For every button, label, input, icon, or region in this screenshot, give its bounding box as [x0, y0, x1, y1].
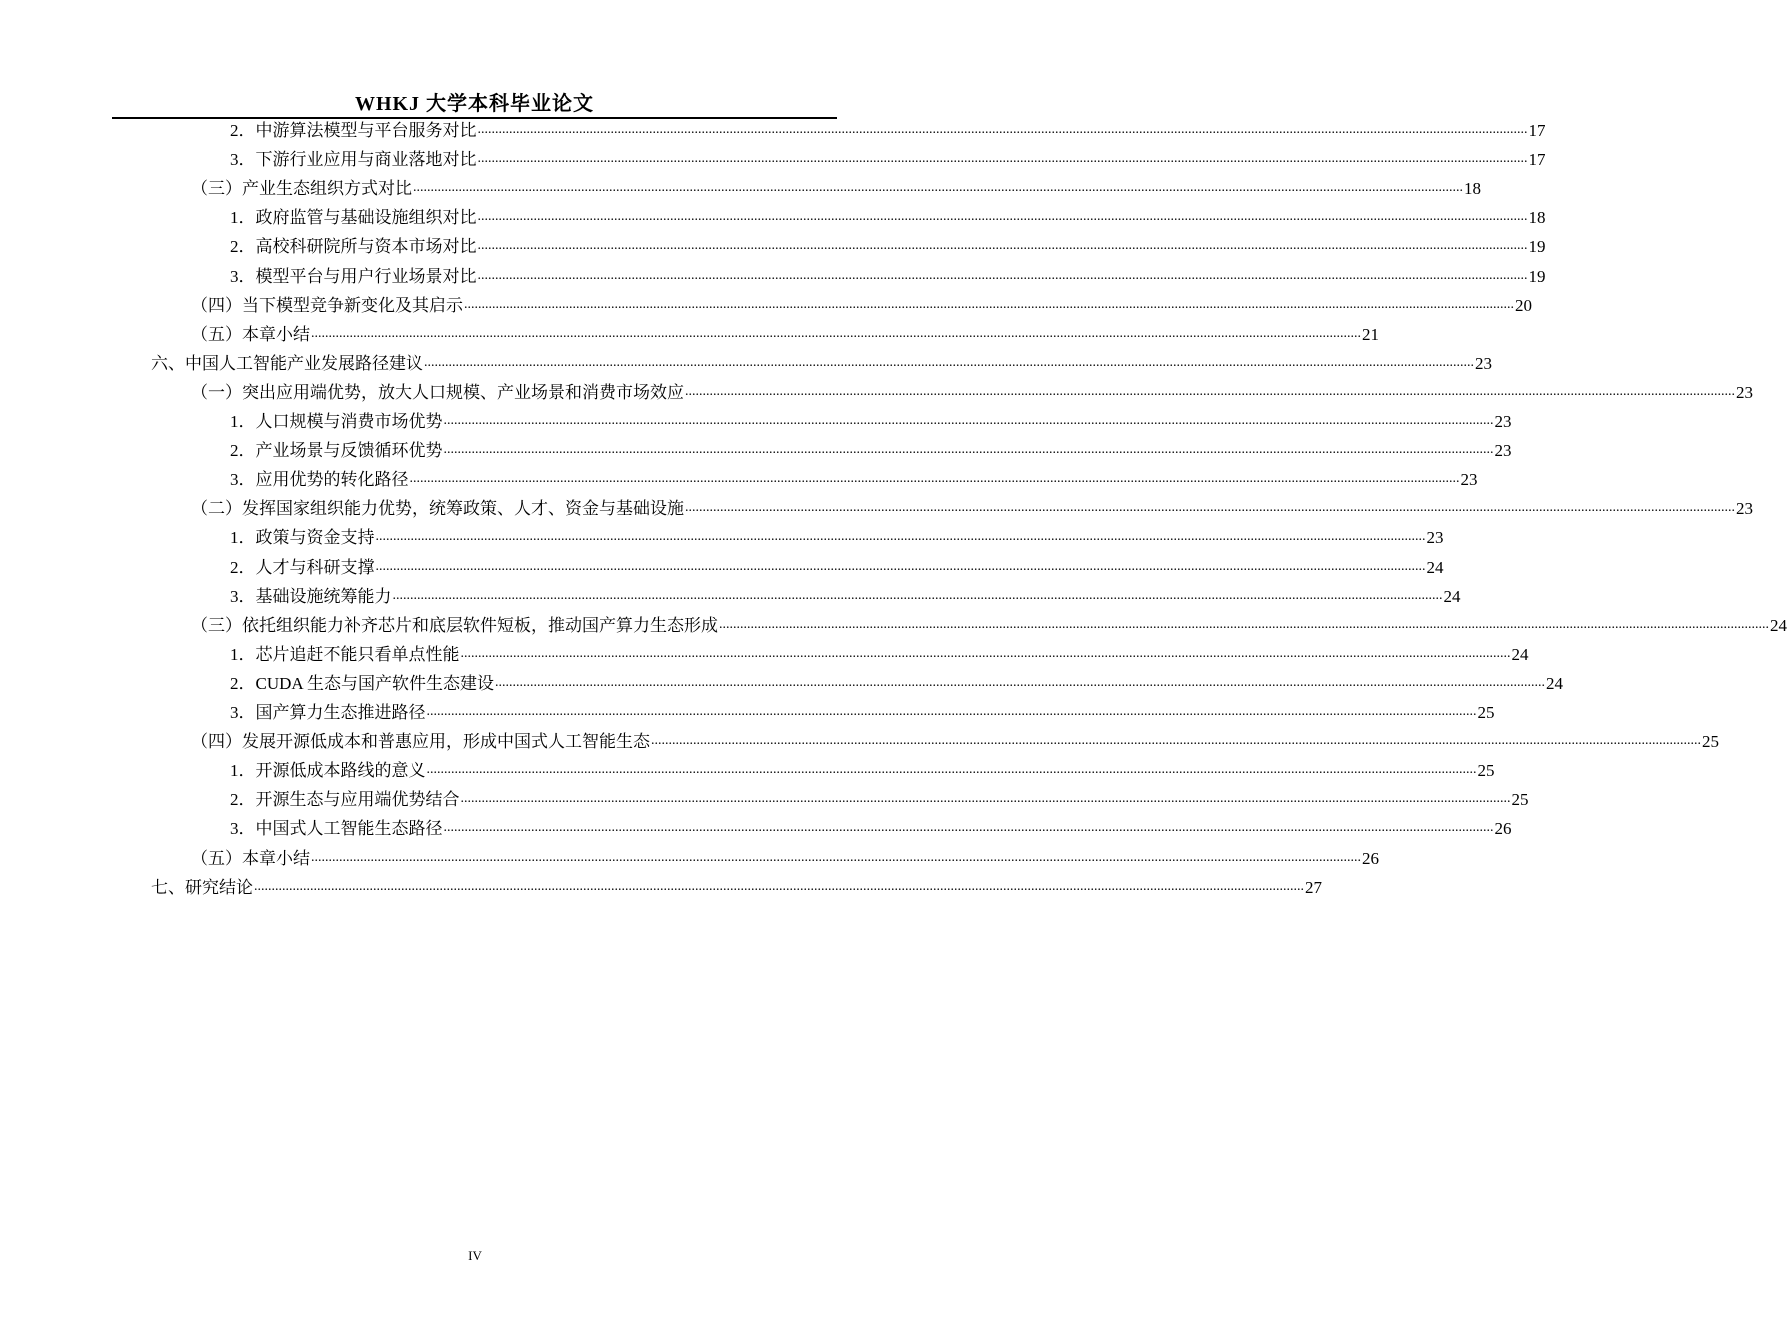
toc-dot-leader: ............................................................................................................................................................................................................................................................................................................	[426, 762, 1477, 778]
toc-entry-label: 1．人口规模与消费市场优势	[230, 412, 443, 431]
toc-entry-label: （三）依托组织能力补齐芯片和底层软件短板，推动国产算力生态形成	[191, 615, 718, 635]
toc-entry[interactable]	[230, 232, 1546, 261]
toc-entry[interactable]	[230, 785, 1529, 814]
toc-dot-leader: ............................................................................................................................................................................................................................................................................................................	[424, 354, 1474, 370]
toc-entry-label: 1．芯片追赶不能只看单点性能	[230, 644, 460, 664]
toc-entry-label: （五）本章小结	[191, 848, 310, 868]
toc-dot-leader: ............................................................................................................................................................................................................................................................................................................	[413, 180, 1463, 196]
toc-dot-leader: ............................................................................................................................................................................................................................................................................................................	[443, 820, 1494, 836]
toc-entry-page: 25	[1477, 761, 1495, 781]
toc-entry-page: 25	[1511, 790, 1529, 810]
toc-dot-leader: ............................................................................................................................................................................................................................................................................................................	[311, 849, 1361, 865]
toc-entry-page: 26	[1494, 819, 1512, 839]
toc-entry-page: 19	[1528, 237, 1546, 257]
toc-dot-leader: ............................................................................................................................................................................................................................................................................................................	[477, 151, 1528, 167]
toc-entry-label: 2．高校科研院所与资本市场对比	[230, 237, 477, 257]
toc-entry-page: 21	[1362, 324, 1379, 344]
toc-dot-leader: ............................................................................................................................................................................................................................................................................................................	[651, 733, 1701, 749]
toc-dot-leader: ............................................................................................................................................................................................................................................................................................................	[409, 471, 1460, 487]
page-header-title: WHKJ 大学本科毕业论文	[354, 93, 595, 115]
toc-entry[interactable]	[191, 727, 1719, 756]
toc-entry[interactable]	[230, 262, 1546, 291]
toc-entry-label: 1．政府监管与基础设施组织对比	[230, 208, 477, 228]
toc-entry[interactable]	[230, 203, 1546, 232]
toc-entry-label: （四）发展开源低成本和普惠应用，形成中国式人工智能生态	[191, 732, 650, 752]
toc-entry-page: 24	[1443, 586, 1461, 606]
toc-entry[interactable]	[230, 407, 1512, 436]
toc-entry-label: 七、研究结论	[151, 877, 253, 897]
toc-entry-page: 23	[1460, 470, 1478, 490]
toc-entry[interactable]	[191, 174, 1481, 203]
toc-dot-leader: ............................................................................................................................................................................................................................................................................................................	[494, 674, 1545, 690]
toc-entry-label: （三）产业生态组织方式对比	[191, 179, 412, 199]
toc-entry-label: 2．CUDA 生态与国产软件生态建设	[230, 673, 494, 693]
toc-entry[interactable]	[151, 873, 1322, 902]
toc-dot-leader: ............................................................................................................................................................................................................................................................................................................	[375, 558, 1426, 574]
toc-entry-page: 23	[1736, 382, 1753, 402]
toc-entry-page: 20	[1515, 295, 1532, 315]
toc-entry[interactable]	[230, 436, 1512, 465]
toc-dot-leader: ............................................................................................................................................................................................................................................................................................................	[719, 616, 1769, 632]
toc-entry-page: 23	[1736, 499, 1753, 519]
toc-entry[interactable]	[191, 320, 1379, 349]
toc-entry[interactable]	[230, 465, 1478, 494]
toc-entry[interactable]	[230, 553, 1444, 582]
toc-entry-page: 23	[1494, 441, 1512, 461]
toc-entry-page: 23	[1426, 528, 1444, 548]
page-number: IV	[468, 1248, 482, 1263]
toc-entry[interactable]	[230, 698, 1495, 727]
toc-entry[interactable]	[230, 582, 1461, 611]
toc-entry[interactable]	[230, 640, 1529, 669]
toc-entry-label: 3．应用优势的转化路径	[230, 470, 409, 490]
toc-entry-page: 17	[1528, 150, 1546, 170]
toc-dot-leader: ............................................................................................................................................................................................................................................................................................................	[685, 383, 1735, 399]
toc-dot-leader: ............................................................................................................................................................................................................................................................................................................	[311, 325, 1361, 341]
toc-entry-label: 3．国产算力生态推进路径	[230, 703, 426, 722]
toc-entry[interactable]	[230, 756, 1495, 785]
toc-dot-leader: ............................................................................................................................................................................................................................................................................................................	[685, 500, 1735, 516]
toc-entry-label: （二）发挥国家组织能力优势，统筹政策、人才、资金与基础设施	[191, 499, 684, 519]
toc-entry[interactable]	[230, 669, 1563, 698]
toc-entry-page: 24	[1770, 615, 1787, 635]
toc-dot-leader: ............................................................................................................................................................................................................................................................................................................	[477, 238, 1528, 254]
toc-entry-page: 19	[1528, 266, 1546, 286]
toc-entry-page: 18	[1464, 179, 1481, 199]
toc-entry-label: 1．开源低成本路线的意义	[230, 761, 426, 781]
toc-dot-leader: ............................................................................................................................................................................................................................................................................................................	[460, 791, 1511, 807]
toc-entry[interactable]	[191, 844, 1379, 873]
toc-entry[interactable]	[191, 494, 1753, 523]
toc-entry-label: 3．基础设施统筹能力	[230, 586, 392, 606]
toc-entry-label: （五）本章小结	[191, 324, 310, 344]
toc-entry[interactable]	[230, 814, 1512, 843]
toc-dot-leader: ............................................................................................................................................................................................................................................................................................................	[426, 704, 1477, 719]
toc-entry-page: 27	[1305, 877, 1322, 897]
toc-dot-leader: ............................................................................................................................................................................................................................................................................................................	[477, 209, 1528, 225]
toc-entry[interactable]	[191, 291, 1532, 320]
toc-dot-leader: ............................................................................................................................................................................................................................................................................................................	[254, 878, 1304, 894]
toc-entry-label: 3．下游行业应用与商业落地对比	[230, 150, 477, 170]
toc-dot-leader: ............................................................................................................................................................................................................................................................................................................	[392, 587, 1443, 603]
toc-entry[interactable]	[191, 378, 1753, 407]
toc-entry-label: （四）当下模型竞争新变化及其启示	[191, 295, 463, 315]
toc-dot-leader: ............................................................................................................................................................................................................................................................................................................	[477, 122, 1528, 137]
toc-entry-page: 24	[1511, 644, 1529, 664]
toc-entry-label: 2．产业场景与反馈循环优势	[230, 441, 443, 461]
toc-entry-page: 25	[1477, 703, 1495, 722]
toc-entry-page: 24	[1426, 557, 1444, 577]
toc-dot-leader: ............................................................................................................................................................................................................................................................................................................	[477, 267, 1528, 283]
toc-dot-leader: ............................................................................................................................................................................................................................................................................................................	[460, 645, 1511, 661]
toc-entry-label: 3．中国式人工智能生态路径	[230, 819, 443, 839]
toc-entry-label: 2．人才与科研支撑	[230, 557, 375, 577]
toc-entry-label: 1．政策与资金支持	[230, 528, 375, 548]
toc-dot-leader: ............................................................................................................................................................................................................................................................................................................	[443, 413, 1494, 428]
toc-entry-page: 25	[1702, 732, 1719, 752]
toc-entry[interactable]	[230, 523, 1444, 552]
toc-entry-label: 2．中游算法模型与平台服务对比	[230, 121, 477, 140]
toc-entry-page: 23	[1475, 353, 1492, 373]
toc-entry[interactable]	[230, 116, 1546, 145]
toc-entry-label: 3．模型平台与用户行业场景对比	[230, 266, 477, 286]
toc-dot-leader: ............................................................................................................................................................................................................................................................................................................	[375, 529, 1426, 545]
toc-entry-label: 2．开源生态与应用端优势结合	[230, 790, 460, 810]
toc-entry[interactable]	[191, 611, 1787, 640]
toc-dot-leader: ............................................................................................................................................................................................................................................................................................................	[443, 442, 1494, 458]
toc-entry-page: 24	[1545, 673, 1563, 693]
toc-entry-page: 23	[1494, 412, 1512, 431]
toc-dot-leader: ............................................................................................................................................................................................................................................................................................................	[464, 296, 1514, 312]
toc-entry-label: （一）突出应用端优势，放大人口规模、产业场景和消费市场效应	[191, 382, 684, 402]
toc-entry-page: 26	[1362, 848, 1379, 868]
toc-entry[interactable]	[230, 145, 1546, 174]
toc-entry-page: 17	[1528, 121, 1546, 140]
toc-entry-page: 18	[1528, 208, 1546, 228]
toc-entry-label: 六、中国人工智能产业发展路径建议	[151, 353, 423, 373]
toc-entry[interactable]	[151, 349, 1492, 378]
